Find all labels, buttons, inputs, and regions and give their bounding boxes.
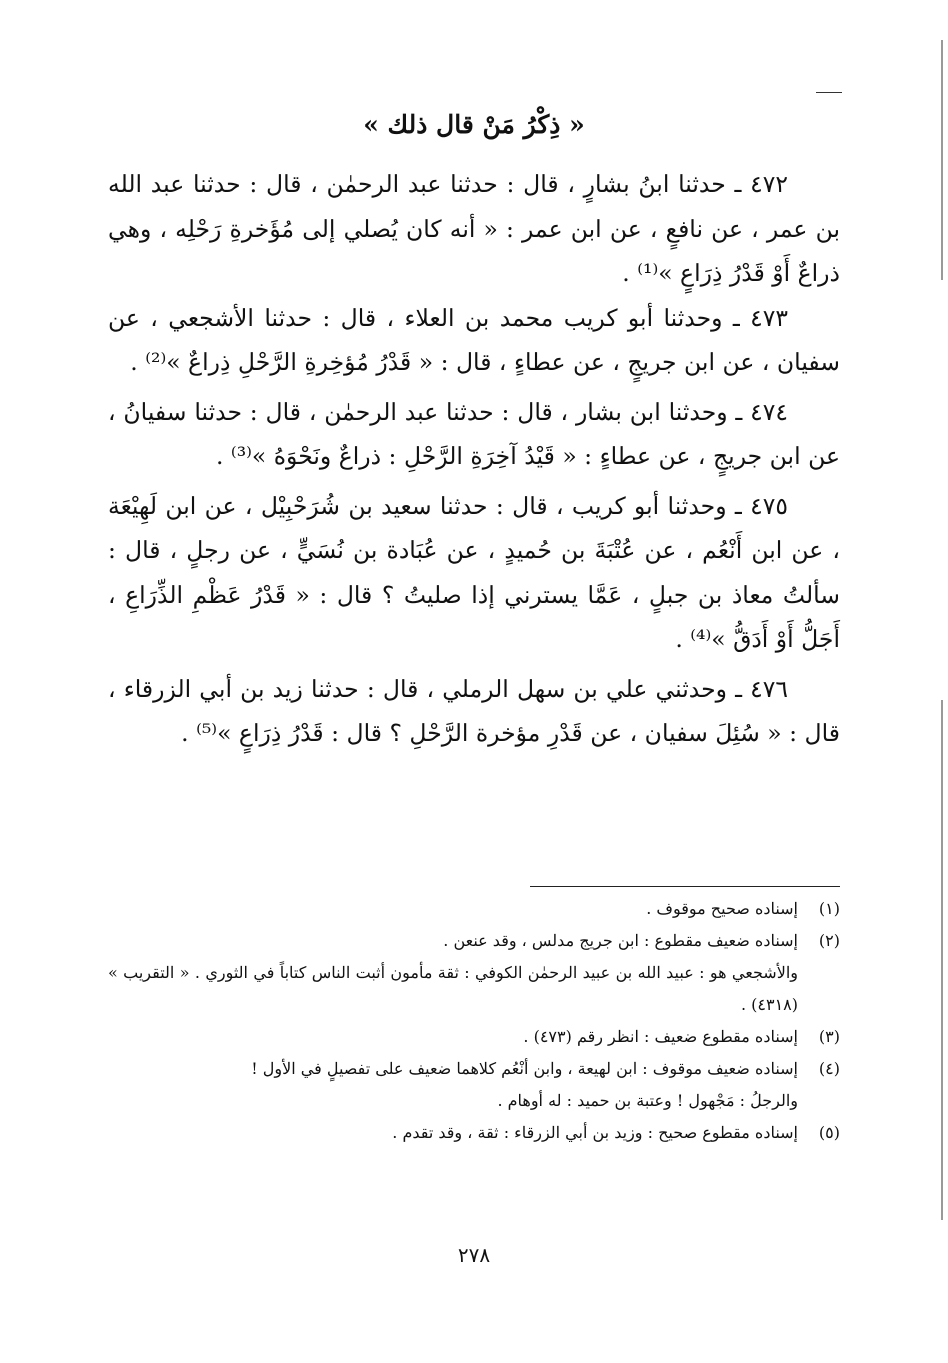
footnote-number: (٢): [818, 931, 840, 950]
scan-edge-mark: [941, 40, 943, 280]
hadith-474: ٤٧٤ ـ وحدثنا ابن بشار ، قال : حدثنا عبد الرحمٰن ، قال : حدثنا سفيانُ ، عن ابن جريجٍ ، عن عطاءٍ : « قَيْدُ آخِرَةِ الرَّحْلِ : ذراعٌ ونَحْوَهُ »⁽³⁾ .: [108, 397, 840, 470]
footnote-4-continuation: والرجلُ : مَجْهول ! وعتبة بن حميد : له أوهام .: [497, 1091, 798, 1110]
footnote-1: [108, 893, 840, 925]
footnote-number: (٣): [818, 1027, 840, 1046]
footnote-4: [108, 1053, 840, 1085]
footnote-text: إسناده مقطوع ضعيف : انظر رقم (٤٧٣) .: [523, 1027, 798, 1046]
section-heading: « ذِكْرُ مَنْ قال ذلك »: [363, 110, 585, 139]
hadith-472: ٤٧٢ ـ حدثنا ابنُ بشارٍ ، قال : حدثنا عبد الرحمٰن ، قال : حدثنا عبد الله بن عمر ، عن نافعٍ ، عن ابن عمر : « أنه كان يُصلي إلى مُؤَخرةِ رَحْلِه ، وهي ذراعٌ أَوْ قَدْرُ ذِرَاعٍ »⁽¹⁾ .: [108, 170, 840, 287]
hadith-473: ٤٧٣ ـ وحدثنا أبو كريب محمد بن العلاء ، قال : حدثنا الأشجعي ، عن سفيان ، عن ابن جريجٍ ، عن عطاءٍ ، قال : « قَدْرُ مُؤخِرةِ الرَّحْلِ ذِراعٌ »⁽²⁾ .: [108, 303, 840, 376]
footnote-number: (١): [818, 899, 840, 918]
footnotes: [108, 893, 840, 1149]
hadith-475: ٤٧٥ ـ وحدثنا أبو كريب ، قال : حدثنا سعيد بن شُرَحْبِيْل ، عن ابن لَهِيْعَة ، عن ابن أَنْعُم ، عن عُتْبَةَ بن حُميدٍ ، عن عُبَادة بن نُسَيٍّ ، عن رجلٍ ، قال : سألتُ معاذ بن جبلٍ ، عَمَّا يسترني إذا صليتُ ؟ قال : « قَدْرُ عَظْمِ الذِّرَاعِ ، أَجَلُّ أَوْ أَدَقُّ »⁽⁴⁾ .: [108, 491, 840, 653]
footnote-3: [108, 1021, 840, 1053]
footnote-2-continuation: والأشجعي هو : عبيد الله بن عبيد الرحمٰن الكوفي : ثقة مأمون أثبت الناس كتاباً في الثوري . « التقريب » (٤٣١٨) .: [108, 963, 798, 1014]
footnote-text: إسناده مقطوع صحيح : وزيد بن أبي الزرقاء : ثقة ، وقد تقدم .: [392, 1123, 798, 1142]
footnote-number: (٤): [818, 1059, 840, 1078]
main-text: [108, 162, 840, 756]
footnote-separator: [530, 886, 840, 887]
scan-edge-mark: [941, 700, 943, 1220]
footnote-text: إسناده صحيح موقوف .: [646, 899, 798, 918]
footnote-text: إسناده ضعيف موقوف : ابن لهيعة ، وابن أنْعُم كلاهما ضعيف على تفصيلٍ في الأول !: [251, 1059, 798, 1078]
hadith-476: ٤٧٦ ـ وحدثني علي بن سهل الرملي ، قال : حدثنا زيد بن أبي الزرقاء ، قال : « سُئِلَ سفيان ، عن قَدْرِ مؤخرة الرَّحْلِ ؟ قال : قَدْرُ ذِرَاعٍ »⁽⁵⁾ .: [108, 674, 840, 747]
footnote-5: [108, 1117, 840, 1149]
footnote-number: (٥): [818, 1123, 840, 1142]
footnote-2: [108, 925, 840, 957]
top-rule: [816, 92, 842, 93]
page-number: ٢٧٨: [457, 1243, 491, 1267]
footnote-text: إسناده ضعيف مقطوع : ابن جريج مدلس ، وقد عنعن .: [443, 931, 798, 950]
